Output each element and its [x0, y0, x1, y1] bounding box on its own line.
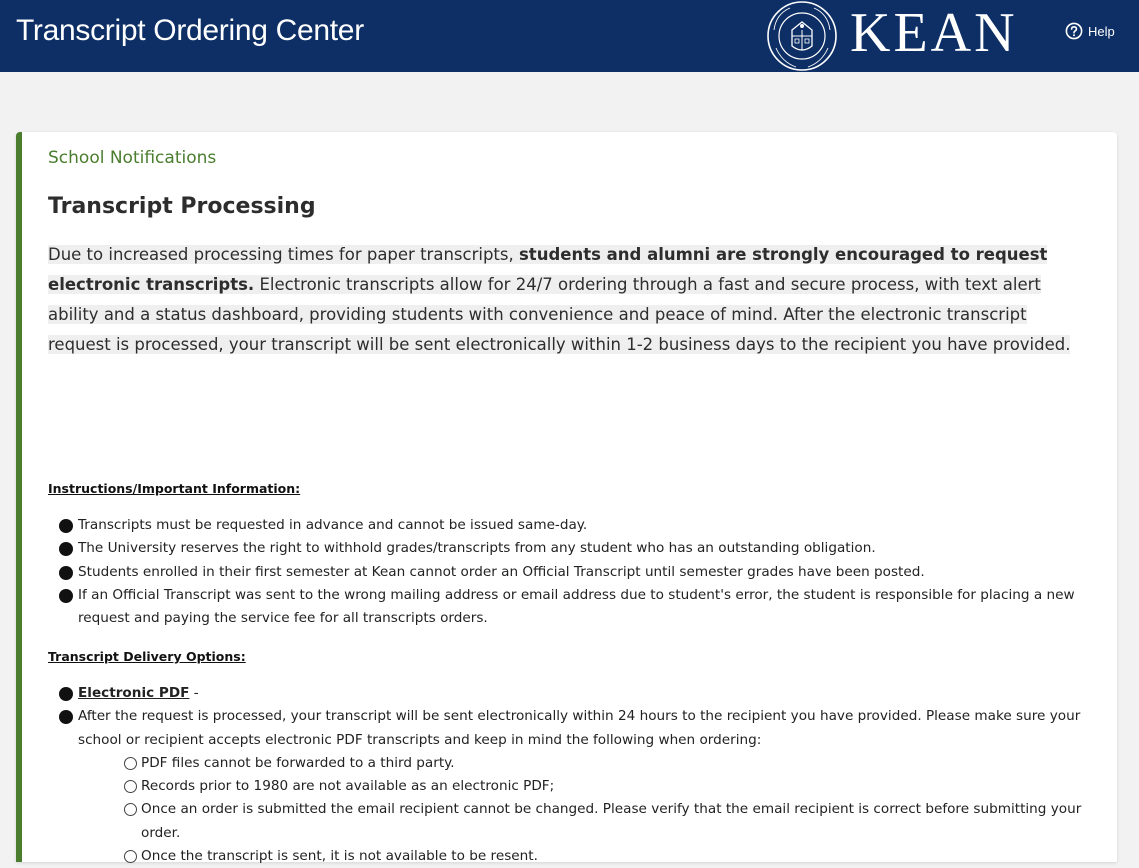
list-item-text: Once an order is submitted the email recipient cannot be changed. Please verify that the email recipient is correct before submitting your order.: [141, 801, 1082, 841]
list-item-text: If an Official Transcript was sent to the wrong mailing address or email address due to student's error, the student is responsible for placing a new request and paying the service fee for all transcripts orders.: [78, 586, 1075, 627]
help-label: Help: [1088, 23, 1115, 39]
bullet-icon: [59, 566, 73, 580]
notice-text-end: Electronic transcripts allow for 24/7 ordering through a fast and secure process, with text alert ability and a status dashboard, providing students with convenience and peace of mind. After the electronic transcript request is processed, your transcript will be sent electronically within 1-2 business days to the recipient you have provided.: [48, 275, 1071, 354]
list-item-text: PDF files cannot be forwarded to a third party.: [141, 754, 455, 771]
pdf-label-suffix: -: [189, 685, 199, 701]
help-question-icon: [1065, 22, 1083, 40]
list-item: [48, 561, 1098, 584]
list-item: [48, 514, 1098, 537]
bullet-icon: [59, 687, 73, 701]
list-item: [48, 845, 1098, 868]
notice-paragraph: [48, 240, 1088, 360]
bullet-icon: [59, 519, 73, 533]
list-item-text: Records prior to 1980 are not available as an electronic PDF;: [141, 778, 555, 795]
list-item: [48, 775, 1098, 798]
pdf-notes-list: [48, 752, 1098, 868]
list-item: [48, 752, 1098, 775]
school-notifications-card: [16, 132, 1117, 865]
list-item-text: Students enrolled in their first semester at Kean cannot order an Official Transcript until semester grades have been posted.: [78, 563, 925, 580]
list-item: [48, 705, 1098, 752]
bullet-icon: [59, 710, 73, 724]
circle-bullet-icon: [124, 850, 137, 863]
list-item: [48, 537, 1098, 560]
circle-bullet-icon: [124, 780, 137, 793]
bullet-icon: [59, 589, 73, 603]
top-header-bar: [0, 0, 1139, 72]
kean-wordmark[interactable]: KEAN: [850, 2, 1018, 64]
sub-list-container: [48, 752, 1098, 868]
circle-bullet-icon: [124, 803, 137, 816]
instructions-list: [48, 514, 1098, 630]
list-item-text: Once the transcript is sent, it is not available to be resent.: [141, 848, 538, 865]
notice-heading: Transcript Processing: [48, 194, 316, 219]
instructions-title: Instructions/Important Information:: [48, 481, 301, 496]
list-item: [48, 584, 1098, 631]
list-item: [48, 798, 1098, 845]
electronic-pdf-label: Electronic PDF: [78, 685, 190, 701]
delivery-title: Transcript Delivery Options:: [48, 649, 246, 664]
card-label: School Notifications: [48, 148, 217, 168]
list-item-text: The University reserves the right to withhold grades/transcripts from any student who has an outstanding obligation.: [78, 540, 876, 557]
list-item-text: After the request is processed, your transcript will be sent electronically within 24 hours to the recipient you have provided. Please make sure your school or recipient accepts electronic PDF transcripts and keep in mind the following when ordering:: [78, 708, 1081, 748]
list-item: [48, 682, 1098, 705]
delivery-list: [48, 682, 1098, 868]
app-title: Transcript Ordering Center: [16, 14, 364, 47]
list-item-text: Transcripts must be requested in advance and cannot be issued same-day.: [78, 517, 588, 533]
circle-bullet-icon: [124, 757, 137, 770]
university-seal-logo: [764, 0, 840, 72]
notice-text-start: Due to increased processing times for paper transcripts,: [48, 245, 519, 264]
help-button[interactable]: [1065, 22, 1115, 40]
notice-emphasis: students and alumni are strongly encouraged to request electronic transcripts.: [48, 245, 1048, 294]
bullet-icon: [59, 542, 73, 556]
